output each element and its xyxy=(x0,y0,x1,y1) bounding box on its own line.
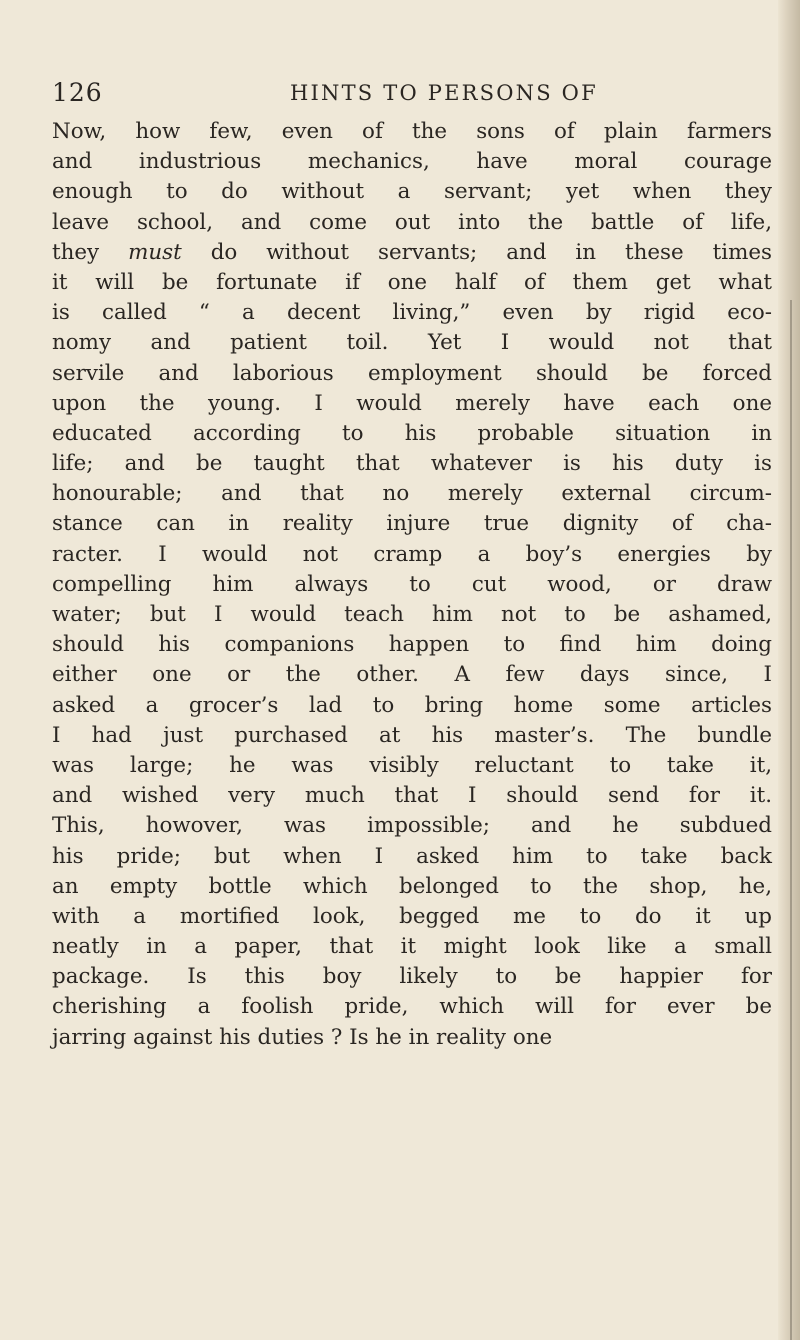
text-line: enough to do without a servant; yet when they xyxy=(52,179,772,205)
text-line: compelling him always to cut wood, or draw xyxy=(52,571,772,597)
text-line: water; but I would teach him not to be ashamed, xyxy=(52,602,772,627)
text-line: and industrious mechanics, have moral courage xyxy=(52,149,772,175)
page-header xyxy=(52,76,772,110)
text-line: racter. I would not cramp a boy’s energies by xyxy=(52,541,772,567)
text-line: I had just purchased at his master’s. The bundle xyxy=(52,722,772,748)
text-line: Now, how few, even of the sons of plain farmers xyxy=(52,119,772,144)
text-line: life; and be taught that whatever is his duty is xyxy=(52,451,772,477)
text-line: neatly in a paper, that it might look like a small xyxy=(52,934,772,960)
text-line: servile and laborious employment should be forced xyxy=(52,360,772,386)
text-line: stance can in reality injure true dignity of cha- xyxy=(52,511,772,537)
page-number: 126 xyxy=(52,78,103,107)
text-fragment: do without servants; and in these times xyxy=(181,239,772,265)
text-line: nomy and patient toil. Yet I would not that xyxy=(52,330,772,356)
page-edge-line xyxy=(790,300,792,1340)
text-line: with a mortified look, begged me to do it up xyxy=(52,903,772,929)
text-line: should his companions happen to find him doing xyxy=(52,632,772,658)
text-line: honourable; and that no merely external circum- xyxy=(52,481,772,507)
text-line-with-italic xyxy=(52,238,772,268)
text-line: This, howover, was impossible; and he subdued xyxy=(52,813,772,839)
text-line: cherishing a foolish pride, which will for ever be xyxy=(52,994,772,1020)
text-line: jarring against his duties ? Is he in reality one xyxy=(52,1024,553,1050)
text-line: educated according to his probable situation in xyxy=(52,420,772,446)
text-line: is called “ a decent living,” even by rigid eco- xyxy=(52,300,772,326)
text-line: and wished very much that I should send for it. xyxy=(52,783,772,809)
text-line: either one or the other. A few days since, I xyxy=(52,662,772,688)
running-head: HINTS TO PERSONS OF xyxy=(290,81,598,105)
text-line: an empty bottle which belonged to the shop, he, xyxy=(52,873,772,899)
text-line: leave school, and come out into the battle of life, xyxy=(52,209,772,235)
page-edge xyxy=(778,0,800,1340)
text-fragment: they xyxy=(52,239,129,265)
text-line: was large; he was visibly reluctant to take it, xyxy=(52,752,772,778)
text-line: it will be fortunate if one half of them get what xyxy=(52,269,772,295)
text-line: his pride; but when I asked him to take back xyxy=(52,843,772,869)
text-line: asked a grocer’s lad to bring home some articles xyxy=(52,692,772,718)
text-line: upon the young. I would merely have each one xyxy=(52,390,772,416)
body-text xyxy=(52,117,772,1053)
text-line: package. Is this boy likely to be happier for xyxy=(52,964,772,990)
italic-word: must xyxy=(128,239,182,265)
